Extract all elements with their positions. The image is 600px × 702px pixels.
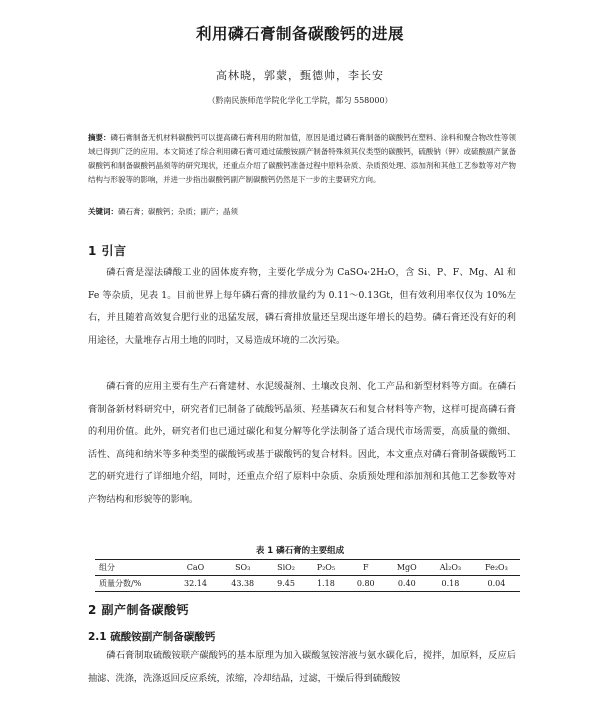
section-heading-byproduct: 2 副产制备碳酸钙 xyxy=(88,603,190,617)
table-cell: 1.18 xyxy=(306,576,346,592)
keywords-text: 磷石膏；碳酸钙；杂质；副产；晶须 xyxy=(118,207,238,216)
table-header-cell: F xyxy=(346,560,385,576)
paragraph-intro-1: 磷石膏是湿法磷酸工业的固体废弃物，主要化学成分为 CaSO₄·2H₂O，含 Si、P、F、Mg、Al 和 Fe 等杂质，见表 1。目前世界上每年磷石膏的排放量约为 0.11～0.13Gt，但有效利用率仅仅为 10%左右，并且随着高效复合肥行业的迅猛发展，磷石膏排放量还呈现出逐年增长的趋势。磷石膏还没有好的利用途径，大量堆存占用土地的同时，又易造成环境的二次污染。 xyxy=(88,267,516,346)
composition-table xyxy=(95,559,520,592)
table-header-cell: SiO₂ xyxy=(266,560,305,576)
table-cell: 0.80 xyxy=(346,576,385,592)
abstract-text: 磷石膏制备无机材料碳酸钙可以提高磷石膏利用的附加值，原因是通过磷石膏制备的碳酸钙在塑料、涂料和聚合物改性等领域已得到广泛的应用。本文简述了综合利用磷石膏可通过硫酸铵副产制备特殊须其仪类型的碳酸钙，硫酸钠（钾）或硫酸副产氯备碳酸钙和制备碳酸钙晶须等的研究现状，还重点介绍了碳酸钙准备过程中原料杂质、杂质预处理、添加剂和其他工艺参数等对产物结构与形貌等的影响，并进一步指出碳酸钙副产制碳酸钙仍然是下一步的主要研究方向。 xyxy=(88,133,517,185)
keywords-label: 关键词： xyxy=(88,207,118,216)
table-header-cell: P₂O₅ xyxy=(306,560,346,576)
table-cell: 质量分数/% xyxy=(95,576,172,592)
abstract xyxy=(88,131,516,187)
table-header-cell: Al₂O₃ xyxy=(428,560,473,576)
table-cell: 0.40 xyxy=(385,576,428,592)
table-cell: 32.14 xyxy=(172,576,219,592)
table-header-cell: Fe₂O₃ xyxy=(473,560,520,576)
paper-title: 利用磷石膏制备碳酸钙的进展 xyxy=(195,25,404,43)
table-cell: 0.18 xyxy=(428,576,473,592)
table-cell: 43.38 xyxy=(219,576,266,592)
table-cell: 9.45 xyxy=(266,576,305,592)
table-header-row xyxy=(95,560,520,576)
abstract-label: 摘要： xyxy=(88,133,111,142)
table-header-cell: 组分 xyxy=(95,560,172,576)
keywords xyxy=(88,206,516,217)
affiliation: （黔南民族师范学院化学化工学院，都匀 558000） xyxy=(207,96,393,105)
table-row xyxy=(95,576,520,592)
paragraph-intro-2: 磷石膏的应用主要有生产石膏建材、水泥缓凝剂、土壤改良剂、化工产品和新型材料等方面。在磷石膏制备新材料研究中，研究者们已制备了硫酸钙晶须、羟基磷灰石和复合材料等产物，这样可提高磷石膏的利用价值。此外，研究者们也已通过碳化和复分解等化学法制备了适合现代市场需要，高质量的微细、活性、高纯和纳米等多种类型的碳酸钙或基于碳酸钙的复合材料。因此，本文重点对磷石膏制备碳酸钙工艺的研究进行了详细地介绍，同时，还重点介绍了原料中杂质、杂质预处理和添加剂和其他工艺参数等对产物结构和形貌等的影响。 xyxy=(88,381,516,505)
paragraph-2-1: 磷石膏制取硫酸铵联产碳酸钙的基本原理为加入碳酸氢铵溶液与氨水碳化后，搅拌，加原料，反应后抽滤、洗涤，洗涤返回反应系统，浓缩，冷却结晶，过滤，干燥后得到硫酸铵 xyxy=(88,650,516,684)
section-heading-intro: 1 引言 xyxy=(88,244,127,258)
table-header-cell: SO₃ xyxy=(219,560,266,576)
table-caption: 表 1 磷石膏的主要组成 xyxy=(255,546,345,556)
table-header-cell: CaO xyxy=(172,560,219,576)
author-list: 高林晓，郭蒙，甄德帅，李长安 xyxy=(216,69,384,82)
subsection-heading: 2.1 硫酸铵副产制备碳酸钙 xyxy=(88,631,216,643)
table-header-cell: MgO xyxy=(385,560,428,576)
table-cell: 0.04 xyxy=(473,576,520,592)
